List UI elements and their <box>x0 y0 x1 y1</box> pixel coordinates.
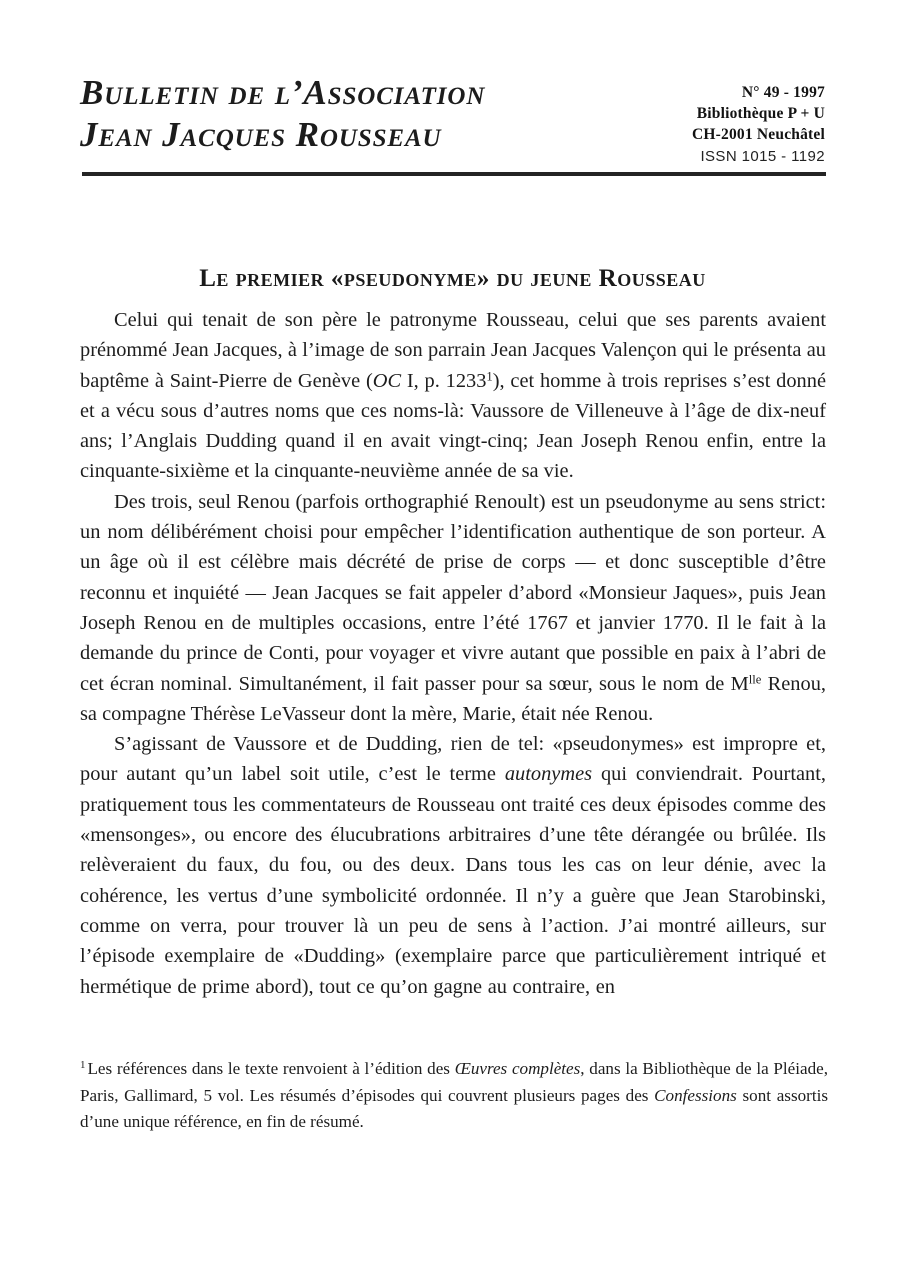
paragraph-3-text-b: qui conviendrait. Pourtant, pratiquement tous les commentateurs de Rousseau ont traité ces deux épisodes comme des «mensonges», ou encore des élucubrations arbitraires d’une tête dérangée ou brûlée. Ils relèveraient du faux, du fou, ou des deux. Dans tous les cas on leur dénie, avec la cohérence, les vertus d’une symbolicité ordonnée. Il n’y a guère que Jean Starobinski, comme on verra, pour trouver là un peu de sens à l’action. J’ai montré ailleurs, sur l’épisode exemplaire de «Dudding» (exemplaire parce que particulièrement intriqué et hermétique de prime abord), tout ce qu’on gagne au contraire, en <box>80 763 826 998</box>
journal-title <box>80 72 485 155</box>
footnote-text-b: , dans la Bibliothèque de la Pléiade, Paris, Gallimard, 5 vol. Les résumés d’épisodes qui couvrent plusieurs pages des <box>80 1059 828 1105</box>
footnote-title-confessions: Confessions <box>654 1085 737 1105</box>
paragraph-1-text-a: Celui qui tenait de son père le patronyme Rousseau, celui que ses parents avaient prénommé Jean Jacques, à l’image de son parrain Jean Jacques Valençon qui le présenta au baptême à Saint-Pierre de Genève ( <box>80 309 826 392</box>
issn-number: ISSN 1015 - 1192 <box>700 148 825 166</box>
article-body <box>80 305 826 1002</box>
header-divider-rule <box>82 172 826 176</box>
paragraph-2-text-b: Renou, sa compagne Thérèse LeVasseur dont la mère, Marie, était née Renou. <box>80 672 826 725</box>
journal-title-line-2: Jean Jacques Rousseau <box>80 114 442 154</box>
article-title: Le premier «pseudonyme» du jeune Rousseau <box>199 264 706 292</box>
paragraph-1 <box>80 305 826 487</box>
paragraph-1-text-b: I, p. 1233 <box>401 369 487 392</box>
footnote-text-a: Les références dans le texte renvoient à l’édition des <box>87 1059 455 1078</box>
term-autonymes: autonymes <box>504 763 593 786</box>
issue-number: N° 49 - 1997 <box>741 84 825 101</box>
footnote-1 <box>80 1056 828 1136</box>
journal-title-line-1: Bulletin de l’Association <box>80 73 486 112</box>
masthead <box>80 72 825 165</box>
footnote-block <box>80 1056 828 1136</box>
work-abbreviation-oc: OC <box>372 369 402 392</box>
library-name: Bibliothèque P + U <box>696 105 825 123</box>
paragraph-2 <box>80 487 826 729</box>
masthead-meta <box>692 72 825 165</box>
paragraph-3 <box>80 729 826 1002</box>
library-address: CH-2001 Neuchâtel <box>692 126 825 144</box>
footnote-marker: 1 <box>80 1058 86 1071</box>
footnote-text-c: sont assortis d’une unique référence, en fin de résumé. <box>80 1085 829 1132</box>
abbreviation-superscript-lle: lle <box>748 672 762 686</box>
paragraph-3-text-a: S’agissant de Vaussore et de Dudding, rien de tel: «pseudonymes» est impropre et, pour autant qu’un label soit utile, c’est le terme <box>80 733 826 786</box>
footnote-title-oeuvres-completes: Œuvres complètes <box>454 1059 581 1078</box>
paragraph-2-text-a: Des trois, seul Renou (parfois orthographié Renoult) est un pseudonyme au sens strict: un nom délibérément choisi pour empêcher l’identification authentique de son porteur. A un âge où il est célèbre mais décrété de prise de corps — et donc susceptible d’être reconnu et inquiété — Jean Jacques se fait appeler d’abord «Monsieur Jaques», puis Jean Joseph Renou en de multiples occasions, entre l’été 1767 et janvier 1770. Il le fait à la demande du prince de Conti, pour voyager et vivre autant que possible en paix à l’abri de cet écran nominal. Simultanément, il fait passer pour sa sœur, sous le nom de M <box>80 490 826 695</box>
paragraph-1-text-c: ), cet homme à trois reprises s’est donné et a vécu sous d’autres noms que ces noms-là: Vaussore de Villeneuve à l’âge de dix-neuf ans; l’Anglais Dudding quand il en avait vingt-cinq; Jean Joseph Renou enfin, entre la cinquante-sixième et la cinquante-neuvième année de sa vie. <box>80 369 826 483</box>
footnote-reference-1: 1 <box>486 369 493 384</box>
